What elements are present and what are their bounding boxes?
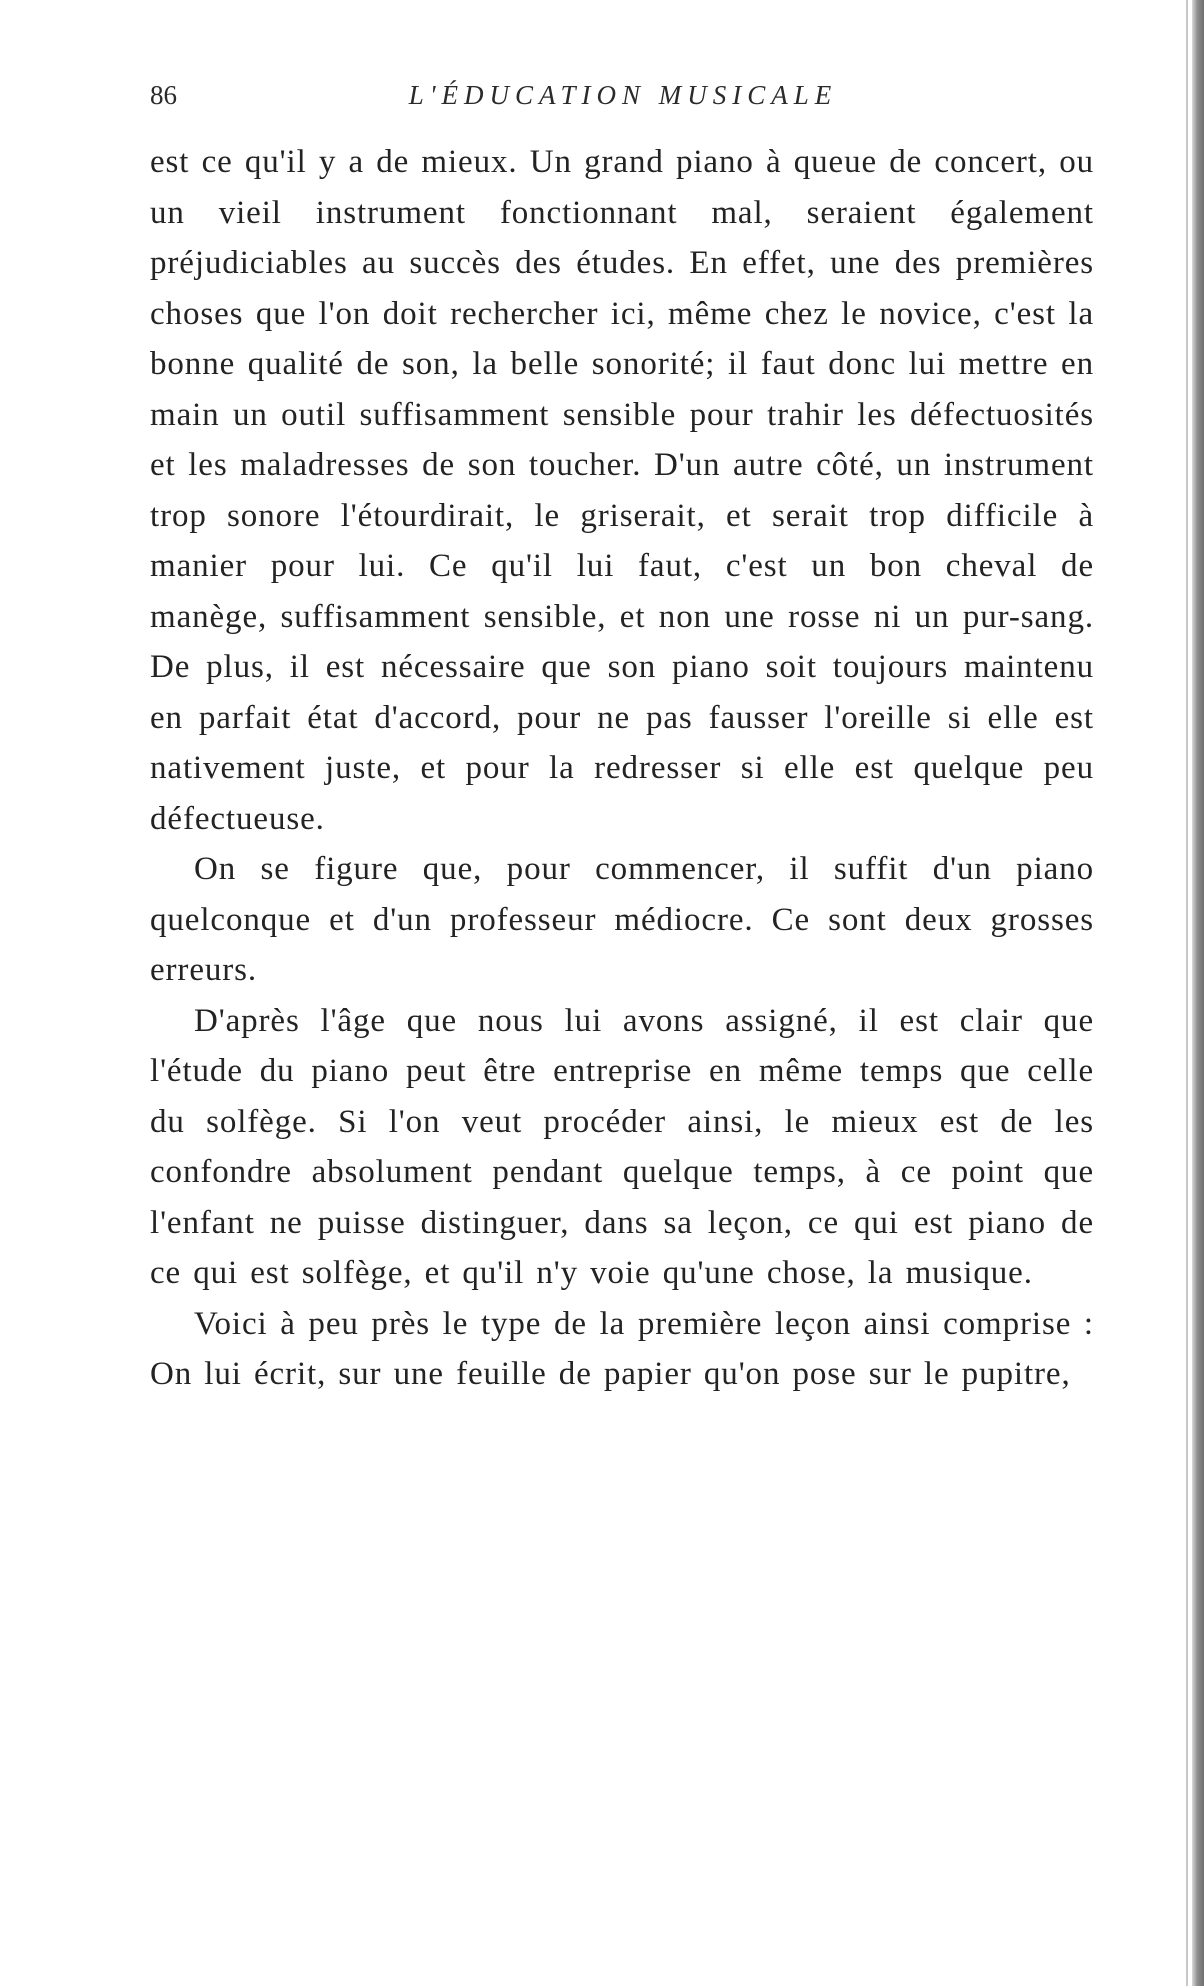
paragraph-3: D'après l'âge que nous lui avons assigné, il est clair que l'étude du piano peut être entreprise en même temps que celle du solfège. Si l'on veut procéder ainsi, le mieux est de les confondre absolument pendant quelque temps, à ce point que l'enfant ne puisse distinguer, dans sa leçon, ce qui est piano de ce qui est solfège, et qu'il n'y voie qu'une chose, la musique.	[150, 1002, 1094, 1291]
running-title: L'ÉDUCATION MUSICALE	[408, 80, 838, 110]
page-edge-shadow	[1192, 0, 1204, 1986]
page-number: 86	[150, 80, 177, 110]
page-edge-line	[1186, 0, 1188, 1986]
paragraph-1: est ce qu'il y a de mieux. Un grand piano à queue de concert, ou un vieil instrument fonctionnant mal, seraient également préjudiciables au succès des études. En effet, une des premières choses que l'on doit rechercher ici, même chez le novice, c'est la bonne qualité de son, la belle sonorité; il faut donc lui mettre en main un outil suffisamment sensible pour trahir les défectuosités et les maladresses de son toucher. D'un autre côté, un instrument trop sonore l'étourdirait, le griserait, et serait trop difficile à manier pour lui. Ce qu'il lui faut, c'est un bon cheval de manège, suffisamment sensible, et non une rosse ni un pur-sang. De plus, il est nécessaire que son piano soit toujours maintenu en parfait état d'accord, pour ne pas fausser l'oreille si elle est nativement juste, et pour la redresser si elle est quelque peu défectueuse.	[150, 144, 1094, 837]
page-header	[150, 80, 1096, 116]
paragraph-2: On se figure que, pour commencer, il suffit d'un piano quelconque et d'un professeur médiocre. Ce sont deux grosses erreurs.	[150, 851, 1094, 988]
body-text	[150, 137, 1094, 1400]
paragraph-4: Voici à peu près le type de la première leçon ainsi comprise : On lui écrit, sur une feuille de papier qu'on pose sur le pupitre,	[150, 1305, 1094, 1392]
